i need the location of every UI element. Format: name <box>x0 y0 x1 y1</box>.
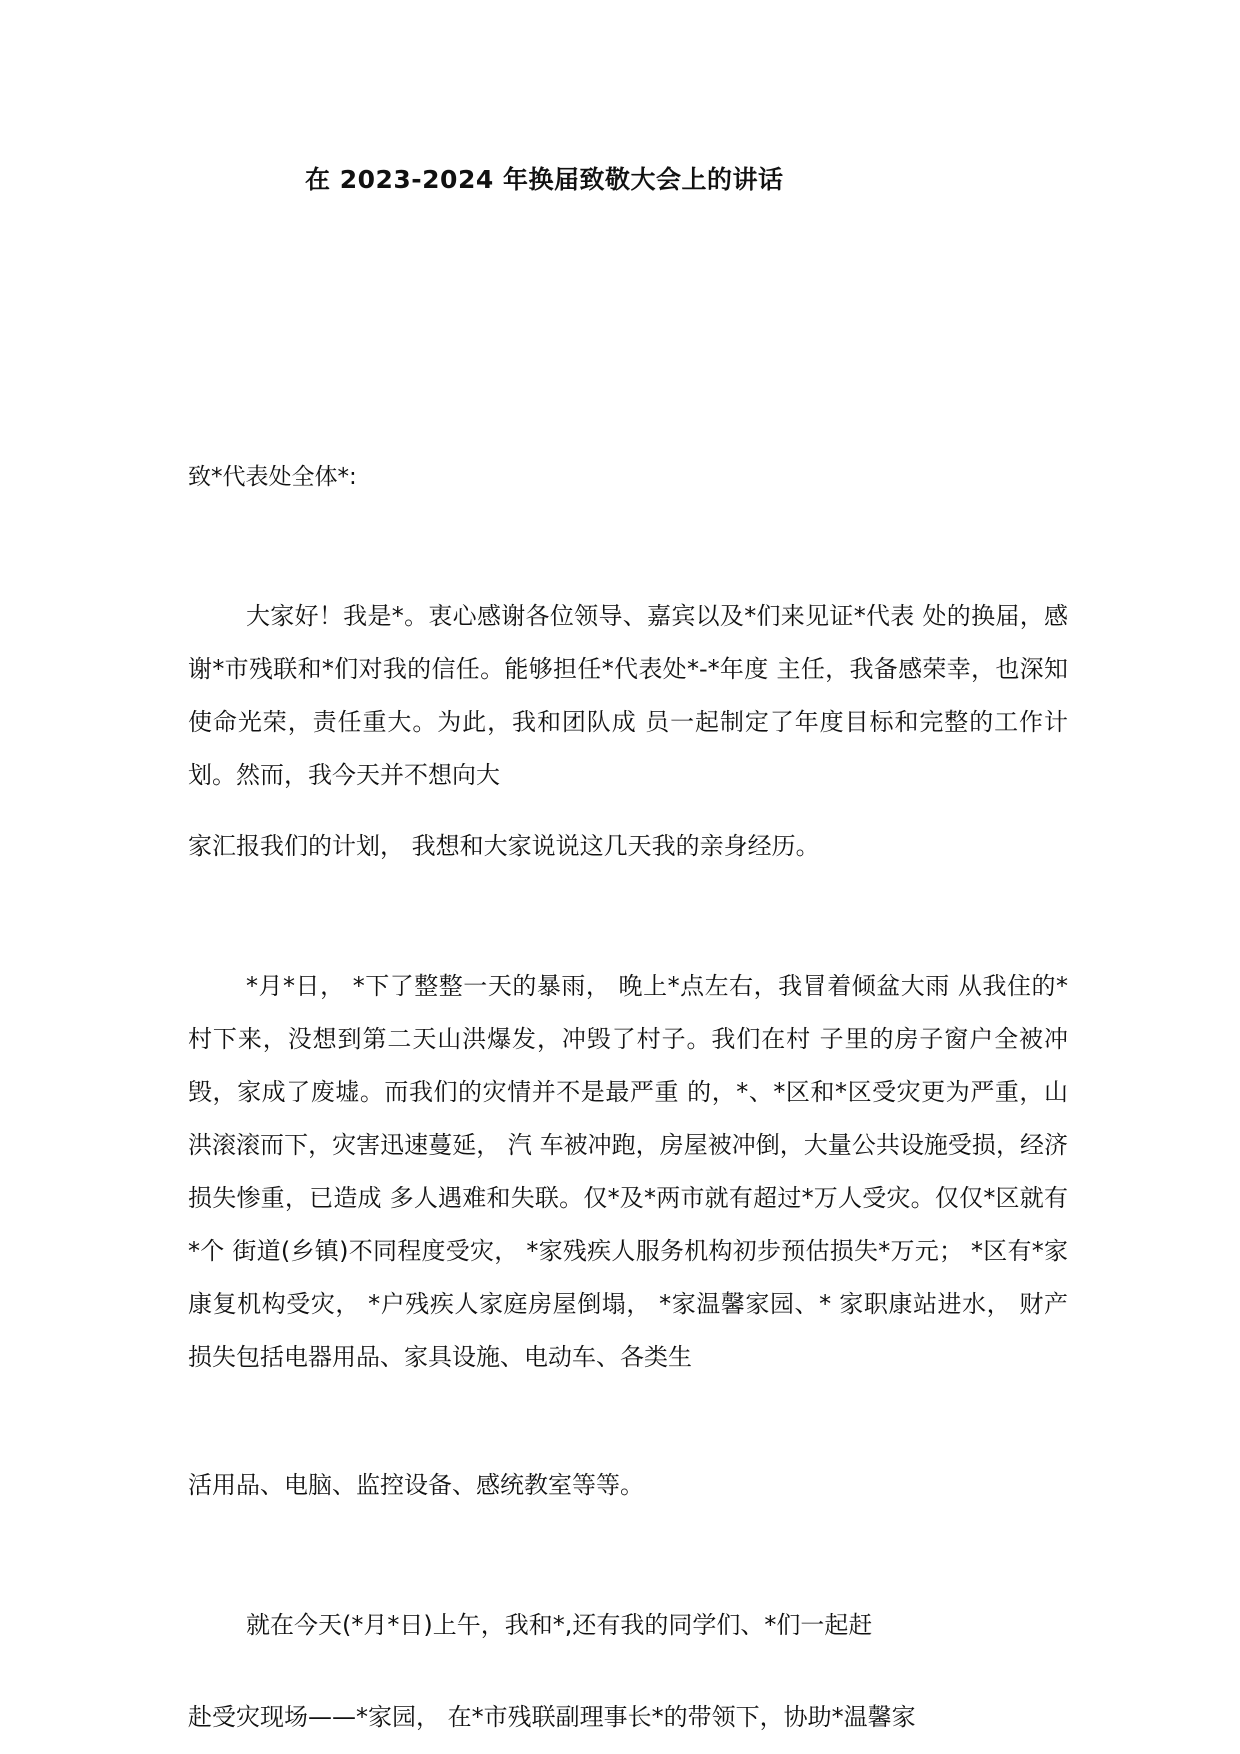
paragraph-3-line-2: 赴受灾现场——*家园， 在*市残联副理事长*的带领下，协助*温馨家 <box>188 1703 916 1731</box>
paragraph-3-line-1: 就在今天(*月*日)上午，我和*,还有我的同学们、*们一起赶 <box>246 1611 873 1639</box>
paragraph-2: *月*日， *下了整整一天的暴雨， 晚上*点左右，我冒着倾盆大雨 从我住的*村下来，没想到第二天山洪爆发，冲毁了村子。我们在村 子里的房子窗户全被冲毁，家成了废墟。而我们的灾情并不是最严重 的，*、*区和*区受灾更为严重，山洪滚滚而下，灾害迅速蔓延， 汽 车被冲跑，房屋被冲倒，大量公共设施受损，经济损失惨重，已造成 多人遇难和失联。仅*及*两市就有超过*万人受灾。仅仅*区就有*个 街道(乡镇)不同程度受灾， *家残疾人服务机构初步预估损失*万元； *区有*家康复机构受灾， *户残疾人家庭房屋倒塌， *家温馨家园、* 家职康站进水， 财产损失包括电器用品、家具设施、电动车、各类生 <box>188 972 1068 1371</box>
salutation: 致*代表处全体*: <box>188 464 357 490</box>
document-title: 在 2023-2024 年换届致敬大会上的讲话 <box>305 165 784 194</box>
paragraph-1: 大家好！我是*。衷心感谢各位领导、嘉宾以及*们来见证*代表 处的换届，感谢*市残联和*们对我的信任。能够担任*代表处*-*年度 主任，我备感荣幸，也深知使命光荣，责任重大。为此，我和团队成 员一起制定了年度目标和完整的工作计划。然而，我今天并不想向大 <box>188 602 1068 789</box>
paragraph-1-continued: 家汇报我们的计划， 我想和大家说说这几天我的亲身经历。 <box>188 832 820 860</box>
paragraph-2-continued: 活用品、电脑、监控设备、感统教室等等。 <box>188 1471 644 1499</box>
